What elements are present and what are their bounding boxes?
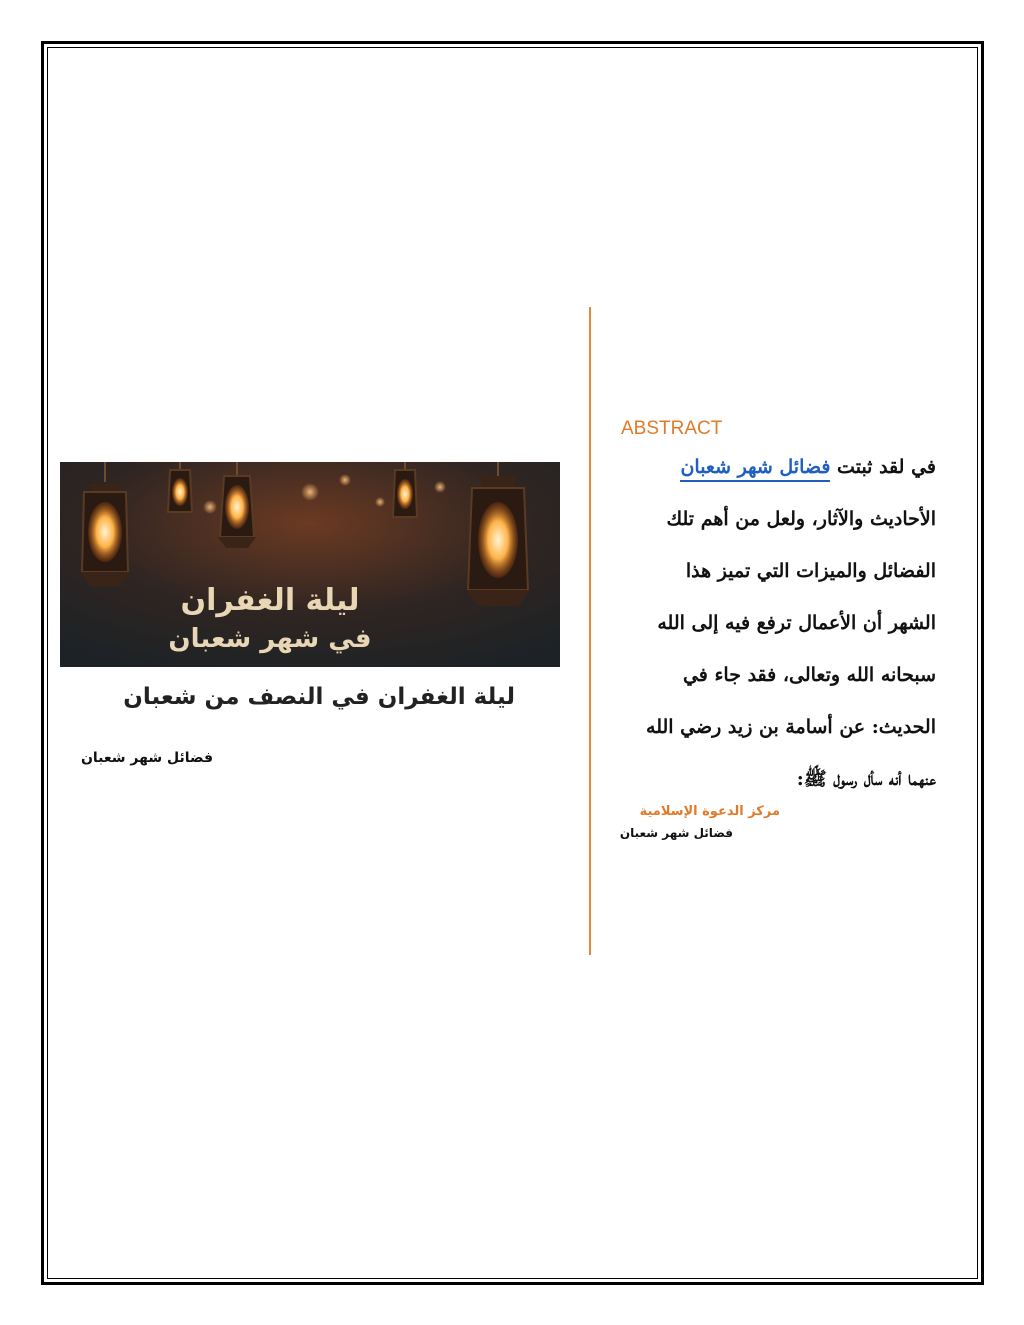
vertical-divider xyxy=(589,307,591,955)
abstract-line-4: الشهر أن الأعمال ترفع فيه إلى الله xyxy=(657,612,936,634)
document-subtitle: فضائل شهر شعبان xyxy=(80,750,213,766)
banner-text-line-2: في شهر شعبان xyxy=(168,624,372,654)
abstract-line-3: الفضائل والميزات التي تميز هذا xyxy=(685,560,936,582)
bokeh-light xyxy=(434,481,446,493)
lantern-small-1 xyxy=(168,462,192,512)
bokeh-light xyxy=(375,497,385,507)
abstract-line-7: عنهما أنه سأل رسول ﷺ: xyxy=(796,768,936,790)
abstract-heading: ABSTRACT xyxy=(621,418,723,439)
bokeh-light xyxy=(301,483,319,501)
abstract-line-5: سبحانه الله وتعالى، فقد جاء في xyxy=(682,664,936,686)
abstract-body xyxy=(610,448,936,812)
abstract-line-6: الحديث: عن أسامة بن زيد رضي الله xyxy=(646,716,936,738)
bokeh-light xyxy=(339,474,351,486)
document-title: ليلة الغفران في النصف من شعبان xyxy=(123,684,515,710)
lantern-small-2 xyxy=(393,462,417,517)
abstract-line-1-prefix: في لقد ثبتت xyxy=(830,456,936,478)
abstract-line-2: الأحاديث والآثار، ولعل من أهم تلك xyxy=(666,508,936,530)
banner-image xyxy=(60,462,560,667)
publisher-subtitle: فضائل شهر شعبان xyxy=(619,826,733,840)
bokeh-light xyxy=(203,500,217,514)
lantern-illustration xyxy=(60,462,560,667)
abstract-link[interactable]: فضائل شهر شعبان xyxy=(680,456,830,482)
banner-text-line-1: ليلة الغفران xyxy=(180,583,360,618)
publisher-name: مركز الدعوة الإسلامية xyxy=(639,804,780,819)
abstract-line-1 xyxy=(610,448,936,500)
